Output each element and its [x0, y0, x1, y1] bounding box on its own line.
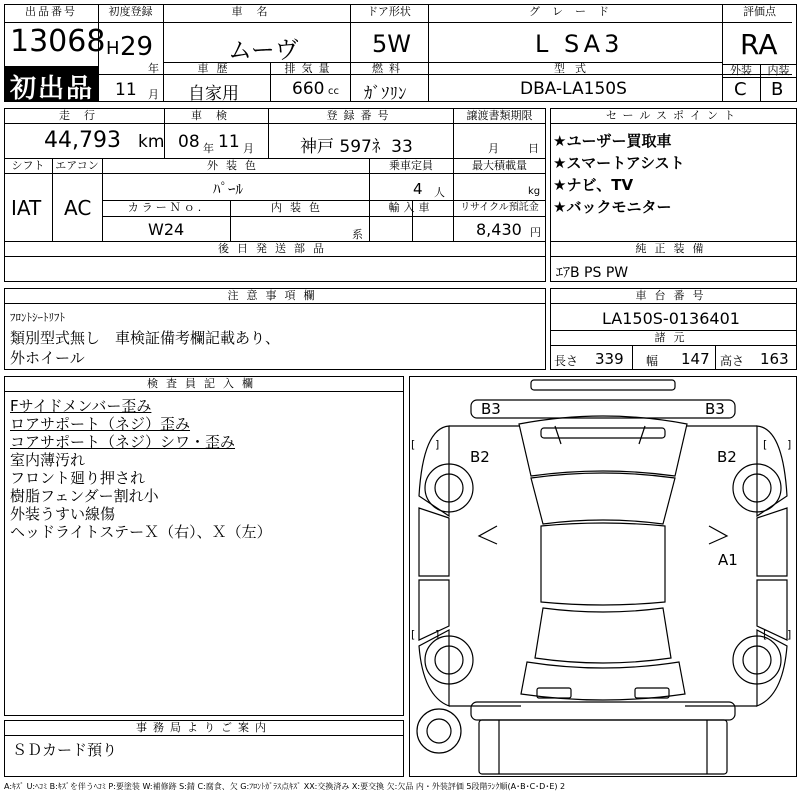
divider: [550, 256, 797, 257]
shift-label: シフト: [11, 159, 45, 172]
mark-b3-left: B3: [481, 400, 501, 418]
ac-value: AC: [64, 196, 92, 220]
model-value: DBA-LA150S: [520, 79, 627, 99]
door-value: 5W: [372, 30, 411, 58]
notes-small: ﾌﾛﾝﾄｼｰﾄﾘﾌﾄ: [10, 311, 65, 324]
divider: [102, 216, 546, 217]
tailgate: [521, 662, 685, 700]
chassis-label: 車台番号: [635, 289, 712, 302]
color-no-value: W24: [148, 220, 185, 239]
load-unit: kg: [528, 186, 541, 197]
divider: [4, 303, 546, 304]
divider: [550, 303, 797, 304]
inspector-line: Fサイドメンバー歪み: [10, 397, 152, 415]
windshield: [531, 473, 675, 524]
inspector-label: 検査員記入欄: [147, 377, 261, 390]
mark-b3-right: B3: [705, 400, 725, 418]
history-value: 自家用: [188, 84, 239, 104]
svg-text:[: [: [763, 628, 768, 641]
capacity-label: 乗車定員: [389, 159, 433, 172]
interior-grade: B: [771, 79, 784, 100]
car-damage-diagram: [409, 376, 797, 777]
spare-wheel: [417, 709, 461, 753]
year-unit: 年: [148, 62, 159, 75]
interior-label: 内装: [767, 64, 790, 77]
fuel-label: 燃料: [372, 62, 406, 75]
grille: [541, 428, 665, 438]
mileage-unit: km: [138, 132, 165, 152]
inspector-line: 外装うすい線傷: [10, 505, 116, 523]
svg-text:]: ]: [435, 438, 440, 451]
sales-point: ★バックモニター: [553, 198, 672, 216]
exterior-grade: C: [734, 79, 747, 100]
divider: [715, 345, 716, 370]
left-mirror: [479, 526, 497, 544]
capacity-value: 4: [413, 180, 423, 198]
import-label: 輸入車: [388, 201, 434, 214]
divider: [550, 123, 797, 124]
rear-window: [535, 608, 671, 663]
svg-text:[: [: [411, 438, 416, 451]
roof: [541, 523, 665, 605]
recycle-label: リサイクル預託金: [460, 202, 539, 213]
grade-value: L SA3: [535, 30, 624, 58]
displacement-label: 排気量: [284, 62, 336, 75]
svg-text:[: [: [411, 628, 416, 641]
inspection-year-unit: 年: [203, 142, 214, 155]
load-label: 最大積載量: [472, 159, 527, 172]
mark-b2-left: B2: [470, 448, 490, 466]
grade-label: グレード: [529, 5, 621, 18]
inspector-line: 樹脂フェンダー割れ小: [10, 487, 159, 505]
rear-bumper: [471, 702, 735, 720]
office-label: 事務局よりご案内: [136, 721, 272, 734]
mark-b2-right: B2: [717, 448, 737, 466]
mileage-value: 44,793: [44, 128, 121, 153]
displacement-value: 660: [292, 79, 325, 99]
width-label: 幅: [646, 354, 659, 368]
divider: [98, 22, 792, 23]
notes-label: 注意事項欄: [227, 289, 323, 302]
ac-label: エアコン: [55, 159, 99, 172]
height-label: 高さ: [720, 354, 745, 368]
first-listing-text: 初出品: [10, 74, 95, 104]
hood: [519, 416, 687, 476]
transfer-month: 月: [488, 142, 499, 155]
displacement-unit: cc: [328, 86, 339, 97]
svg-text:]: ]: [787, 628, 792, 641]
sales-point: ★スマートアシスト: [553, 154, 685, 172]
inspection-month: 11: [218, 132, 240, 152]
width-value: 147: [681, 350, 710, 368]
right-front-door: [757, 508, 787, 576]
era: H: [106, 38, 120, 59]
plate-label: 登録番号: [326, 109, 395, 122]
divider: [550, 345, 797, 346]
mileage-label: 走行: [59, 109, 109, 122]
month-unit: 月: [148, 88, 159, 101]
shift-value: IAT: [11, 196, 42, 220]
inspection-month-unit: 月: [243, 142, 254, 155]
svg-text:[: [: [763, 438, 768, 451]
later-parts-label: 後日発送部品: [218, 242, 332, 255]
divider: [4, 735, 404, 736]
capacity-unit: 人: [434, 186, 445, 199]
interior-color-label: 内装色: [271, 201, 328, 214]
svg-text:]: ]: [787, 438, 792, 451]
chassis-value: LA150S-0136401: [602, 309, 740, 328]
height-value: 163: [760, 350, 789, 368]
divider: [4, 391, 404, 392]
right-mirror: [709, 526, 727, 544]
history-label: 車歴: [197, 62, 236, 75]
inspection-label: 車検: [191, 109, 241, 122]
divider: [4, 123, 546, 124]
svg-text:]: ]: [435, 628, 440, 641]
inspector-line: ヘッドライトステーＸ（右）、Ｘ（左）: [10, 523, 272, 541]
left-front-door: [419, 508, 449, 576]
fuel-value: ｶﾞｿﾘﾝ: [364, 84, 407, 104]
score-label: 評価点: [743, 5, 776, 18]
inspector-line: コアサポート（ネジ）シワ・歪み: [10, 433, 236, 451]
divider: [4, 173, 546, 174]
lot-number: 13068: [10, 24, 106, 59]
door-label: ドア形状: [367, 5, 411, 18]
sales-point: ★ユーザー買取車: [553, 132, 672, 150]
color-label: 外装色: [207, 159, 264, 172]
divider: [4, 22, 98, 23]
car-name-label: 車名: [231, 5, 282, 18]
equipment-value: ｴｱB PS PW: [556, 265, 629, 281]
equipment-label: 純正装備: [635, 242, 712, 255]
score-value: RA: [740, 28, 778, 61]
divider: [453, 108, 454, 242]
plate-value: 神戸 597ﾈ 33: [300, 137, 413, 157]
left-rear-door: [419, 580, 449, 640]
right-front-fender: [757, 426, 787, 516]
inspection-year: 08: [178, 132, 200, 152]
left-front-fender: [419, 426, 449, 516]
inspector-line: フロント廻り押され: [10, 469, 146, 487]
color-value: ﾊﾟｰﾙ: [213, 180, 244, 198]
recycle-unit: 円: [530, 226, 541, 239]
sales-label: セールスポイント: [605, 109, 741, 122]
sales-point: ★ナビ、TV: [553, 176, 634, 194]
exterior-label: 外装: [730, 64, 752, 77]
car-name: ムーヴ: [228, 36, 299, 64]
transfer-label: 譲渡書類期限: [466, 109, 533, 122]
model-label: 型式: [554, 62, 596, 75]
recycle-value: 8,430: [476, 220, 522, 239]
legend-text: A:ｷｽﾞ U:ﾍｺﾐ B:ｷｽﾞを伴うﾍｺﾐ P:要塗装 W:補修跡 S:錆 C:腐食、欠 G:ﾌﾛﾝﾄｶﾞﾗｽ点ｷｽﾞ XX:交換済み X:要交換 欠:欠品 内・外装評価 5段階ﾗﾝｸ順(A･B･C･D･E) 2: [4, 782, 566, 791]
reg-year: 29: [120, 32, 154, 62]
front-bumper-top: [531, 380, 675, 390]
right-rear-door: [757, 580, 787, 640]
notes-line: 外ホイール: [10, 349, 85, 367]
reg-month: 11: [115, 80, 137, 100]
mark-a1: A1: [718, 551, 738, 569]
office-text: ＳＤカード預り: [12, 741, 118, 759]
first-reg-label: 初度登録: [108, 5, 153, 18]
lot-label: 出品番号: [25, 5, 77, 18]
underside: [479, 720, 727, 774]
length-label: 長さ: [554, 354, 579, 368]
color-no-label: カラーＮｏ.: [127, 201, 205, 214]
divider: [632, 345, 633, 370]
length-value: 339: [595, 350, 624, 368]
dims-label: 諸元: [654, 331, 693, 344]
inspector-line: ロアサポート（ネジ）歪み: [10, 415, 191, 433]
notes-line: 類別型式無し 車検証備考欄記載あり、: [10, 329, 281, 347]
transfer-day: 日: [528, 142, 539, 155]
interior-color-unit: 系: [352, 228, 363, 241]
inspector-line: 室内薄汚れ: [10, 451, 86, 469]
divider: [4, 256, 546, 257]
front-bumper: [471, 400, 735, 418]
